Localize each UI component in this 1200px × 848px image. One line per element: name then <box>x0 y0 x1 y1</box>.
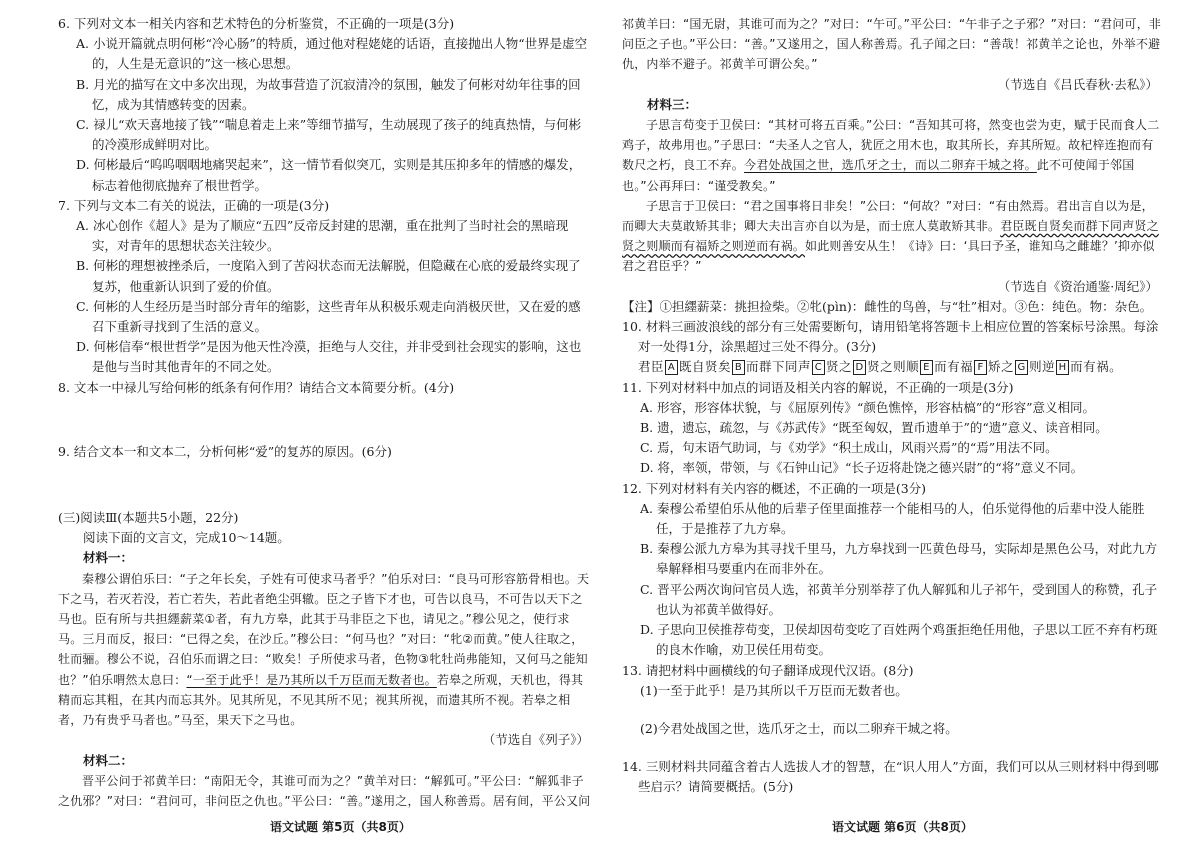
question-10-stem: 10. 材料三画波浪线的部分有三处需要断句，请用铅笔将答题卡上相应位置的答案标号涂黑。每涂对一处得1分，涂黑超过三处不得分。(3分) <box>622 319 1159 355</box>
question-14: 14. 三则材料共同蕴含着古人选拔人才的智慧，在“识人用人”方面，我们可以从三则材料中得到哪些启示？请简要概括。(5分) <box>622 759 1159 795</box>
question-11-stem: 11. 下列对材料中加点的词语及相关内容的解说，不正确的一项是(3分) <box>622 379 1014 395</box>
material-3-wavy-sentence: 君臣既自贤矣而群下同声贤之贤之则顺而有福矫之则逆而有祸。 <box>622 219 1159 254</box>
footnote: 【注】①担纆薪菜：挑担捡柴。②牝(pìn)：雌性的鸟兽，与“牡”相对。③色：纯色。物：杂色。 <box>622 298 1153 314</box>
q10-seg-6: 而有福 <box>934 359 974 375</box>
material-3-p2-part-a: 子思言于卫侯曰：“君之国事将日非矣！”公曰：“何故？”对曰：“有由然焉。君出言自以为是，而卿大夫莫敢矫其非；卿大夫出言亦自以为是，而士庶人莫敢矫其非。 <box>622 198 1154 234</box>
question-12-option-d: D. 子思向卫侯推荐苟变，卫侯却因苟变吃了百姓两个鸡蛋拒绝任用他，子思以工匠不弃有朽斑的良木作喻，劝卫侯任用苟变。 <box>640 622 1158 658</box>
question-7-option-d: D. 何彬信奉“根世哲学”是因为他天性冷漠，拒绝与人交往，并非受到社会现实的影响，这也是他与当时其他青年的不同之处。 <box>76 339 582 375</box>
material-1-underlined-sentence: “一至于此乎！是乃其所以千万臣而无数者也。 <box>186 672 437 687</box>
question-6-stem: 6. 下列对文本一相关内容和艺术特色的分析鉴赏，不正确的一项是(3分) <box>58 16 455 31</box>
answer-space-q9 <box>58 462 593 508</box>
break-box-d[interactable]: D <box>853 360 866 375</box>
material-1-part-a: 秦穆公谓伯乐曰：“子之年长矣，子姓有可使求马者乎？”伯乐对曰：“良马可形容筋骨相也。天下之马，若灭若没，若亡若失，若此者绝尘弭辙。臣之子皆下才也，可告以良马，不可告以天下之马也。臣有所与共担纆薪菜①者，有九方皋，此其于马非臣之下也，请见之。”穆公见之，使行求马。三月而反，报曰：“已得之矣，在沙丘。”穆公曰：“何马也？”对曰：“牝②而黄。”使人往取之，牡而骊。穆公不说，召伯乐而谓之曰：“败矣！子所使求马者，色物③牝牡尚弗能知，又何马之能知也？”伯乐喟然太息曰： <box>58 571 590 687</box>
question-6-option-c: C. 禄儿“欢天喜地接了钱”“喘息着走上来”等细节描写，生动展现了孩子的纯真热情，与何彬的冷漠形成鲜明对比。 <box>76 117 582 153</box>
footer-page-5: 语文试题 第5页（共8页） <box>270 820 411 834</box>
material-2-text-start: 晋平公问于祁黄羊曰：“南阳无令，其谁可而为之？”黄羊对曰：“解狐可。”平公曰：“解狐非子之仇邪？”对曰：“君问可，非问臣之仇也。”平公曰：“善。”遂用之，国人称善焉。居有间，平公又问 <box>58 773 591 808</box>
question-11-option-c: C. 焉，句末语气助词，与《劝学》“积土成山，风雨兴焉”的“焉”用法不同。 <box>640 440 1058 456</box>
q10-seg-3: 贤之 <box>826 359 853 375</box>
q10-seg-0: 君臣 <box>638 359 665 375</box>
q10-seg-2: 而群下同声 <box>746 359 812 375</box>
question-12-option-a: A. 秦穆公希望伯乐从他的后辈子侄里面推荐一个能相马的人，伯乐觉得他的后辈中没人能胜任，于是推荐了九方皋。 <box>640 500 1145 537</box>
q10-seg-5: 则顺 <box>893 359 920 375</box>
question-11-option-d: D. 将，率领，带领，与《石钟山记》“长子迈将赴饶之德兴尉”的“将”意义不同。 <box>640 460 1084 476</box>
question-13-sentence-2: (2)今君处战国之世，选爪牙之士，而以二卵弃干城之将。 <box>640 720 958 736</box>
material-3-para-2 <box>622 196 1162 277</box>
question-6-option-d: D. 何彬最后“呜呜咽咽地痛哭起来”，这一情节看似突兀，实则是其压抑多年的情感的爆发，标志着他彻底抛弃了根世哲学。 <box>76 157 582 193</box>
page-5-column <box>58 14 593 811</box>
break-box-h[interactable]: H <box>1056 360 1069 375</box>
break-box-g[interactable]: G <box>1015 360 1028 375</box>
material-3-p2-part-b: 如此则善安从生！《诗》曰：‘具曰予圣，谁知乌之雌雄？’抑亦似君之君臣乎？” <box>622 239 1155 274</box>
question-11-option-b: B. 遗，遗忘，疏忽，与《苏武传》“既至匈奴，置币遗单于”的“遗”意义、读音相同。 <box>640 420 1108 436</box>
material-2-source: （节选自《吕氏春秋·去私》） <box>997 76 1158 92</box>
material-1-label: 材料一： <box>83 550 134 566</box>
question-12-stem: 12. 下列对材料有关内容的概述，不正确的一项是(3分) <box>622 480 927 496</box>
section-3-intro: 阅读下面的文言文，完成10～14题。 <box>83 530 290 546</box>
question-7-option-c: C. 何彬的人生经历是当时部分青年的缩影，这些青年从积极乐观走向消极厌世，又在爱的感召下重新寻找到了生活的意义。 <box>76 298 581 335</box>
question-9: 9. 结合文本一和文本二，分析何彬“爱”的复苏的原因。(6分) <box>58 443 392 459</box>
question-11-option-a: A. 形容，形容体状貌，与《屈原列传》“颜色憔悴，形容枯槁”的“形容”意义相同。 <box>640 399 1096 415</box>
question-7-stem: 7. 下列与文本二有关的说法，正确的一项是(3分) <box>58 197 330 213</box>
material-1-part-b: 若皋之所观，天机也，得其精而忘其粗，在其内而忘其外。见其所见，不见其所不见；视其所视，而遗其所不视。若皋之相者，乃有贵乎马者也。”马至，果天下之马也。 <box>58 672 584 728</box>
q10-seg-8: 则逆 <box>1029 359 1056 375</box>
footer-page-6: 语文试题 第6页（共8页） <box>832 820 973 834</box>
material-3-label: 材料三： <box>647 96 698 112</box>
material-3-source: （节选自《资治通鉴·周纪》） <box>997 278 1158 294</box>
break-box-c[interactable]: C <box>812 360 825 375</box>
q10-seg-9: 而有祸。 <box>1070 359 1123 375</box>
material-2-label: 材料二： <box>83 752 134 768</box>
material-1-source: （节选自《列子》） <box>482 732 589 748</box>
material-3-p1-part-b: 此不可使闻于邻国也。”公再拜曰：“谨受教矣。” <box>622 158 1135 193</box>
question-12-option-b: B. 秦穆公派九方皋为其寻找千里马，九方皋找到一匹黄色母马，实际却是黑色公马，对此九方皋解释相马要重内在而非外在。 <box>640 541 1158 577</box>
section-3-title: (三)阅读Ⅲ(本题共5小题，22分) <box>58 510 239 526</box>
material-1-text <box>58 569 593 731</box>
q10-seg-7: 矫之 <box>988 359 1015 375</box>
question-8: 8. 文本一中禄儿写给何彬的纸条有何作用？请结合文本简要分析。(4分) <box>58 379 455 395</box>
break-box-b[interactable]: B <box>732 360 745 375</box>
question-6-option-a: A. 小说开篇就点明何彬“冷心肠”的特质，通过他对程姥姥的话语，直接抛出人物“世界是虚空的，人生是无意识的”这一核心思想。 <box>76 36 588 72</box>
material-3-p1-part-a: 子思言苟变于卫侯曰：“其材可将五百乘。”公曰：“吾知其可将，然变也尝为吏，赋于民而食人二鸡子，故弗用也。”子思曰：“夫圣人之官人，犹匠之用木也，取其所长，弃其所短。故杞梓连抱而有数尺之朽，良工不弃。 <box>622 118 1160 173</box>
question-7-option-a: A. 冰心创作《超人》是为了顺应“五四”反帝反封建的思潮，重在批判了当时社会的黑暗现实，对青年的思想状态关注较少。 <box>76 218 569 254</box>
question-6-option-b: B. 月光的描写在文中多次出现，为故事营造了沉寂清冷的氛围，触发了何彬对幼年往事的回忆，成为其情感转变的因素。 <box>76 76 581 112</box>
question-12-option-c: C. 晋平公两次询问官员人选，祁黄羊分别举荐了仇人解狐和儿子祁午，受到国人的称赞，孔子也认为祁黄羊做得好。 <box>640 581 1158 617</box>
q10-seg-4: 贤之 <box>867 359 894 375</box>
material-3-para-1 <box>622 115 1162 196</box>
answer-space-q8 <box>58 398 593 442</box>
q10-seg-1: 既自贤矣 <box>679 359 732 375</box>
material-2-text-cont: 祁黄羊曰：“国无尉，其谁可而为之？”对曰：“午可。”平公曰：“午非子之子邪？”对曰：“君问可，非问臣之子也。”平公曰：“善。”又遂用之，国人称善焉。孔子闻之曰：“善哉！祁黄羊之论也，外举不避仇，内举不避子。祁黄羊可谓公矣。” <box>622 17 1162 72</box>
question-13-sentence-1: (1)一至于此乎！是乃其所以千万臣而无数者也。 <box>640 682 908 698</box>
question-13-stem: 13. 请把材料中画横线的句子翻译成现代汉语。(8分) <box>622 662 914 678</box>
page-6-column <box>622 14 1162 798</box>
question-7-option-b: B. 何彬的理想被挫杀后，一度陷入到了苦闷状态而无法解脱，但隐藏在心底的爱最终实现了复苏，他重新认识到了爱的价值。 <box>76 258 581 294</box>
answer-space-q13-1 <box>622 701 1162 719</box>
question-10-sentence-boxes <box>622 357 1162 377</box>
break-box-e[interactable]: E <box>920 360 933 375</box>
material-3-underlined-sentence: 今君处战国之世，选爪牙之士，而以二卵弃干城之将。 <box>744 158 1037 173</box>
answer-space-q13-2 <box>622 739 1162 757</box>
break-box-a[interactable]: A <box>665 360 678 375</box>
break-box-f[interactable]: F <box>974 360 987 375</box>
